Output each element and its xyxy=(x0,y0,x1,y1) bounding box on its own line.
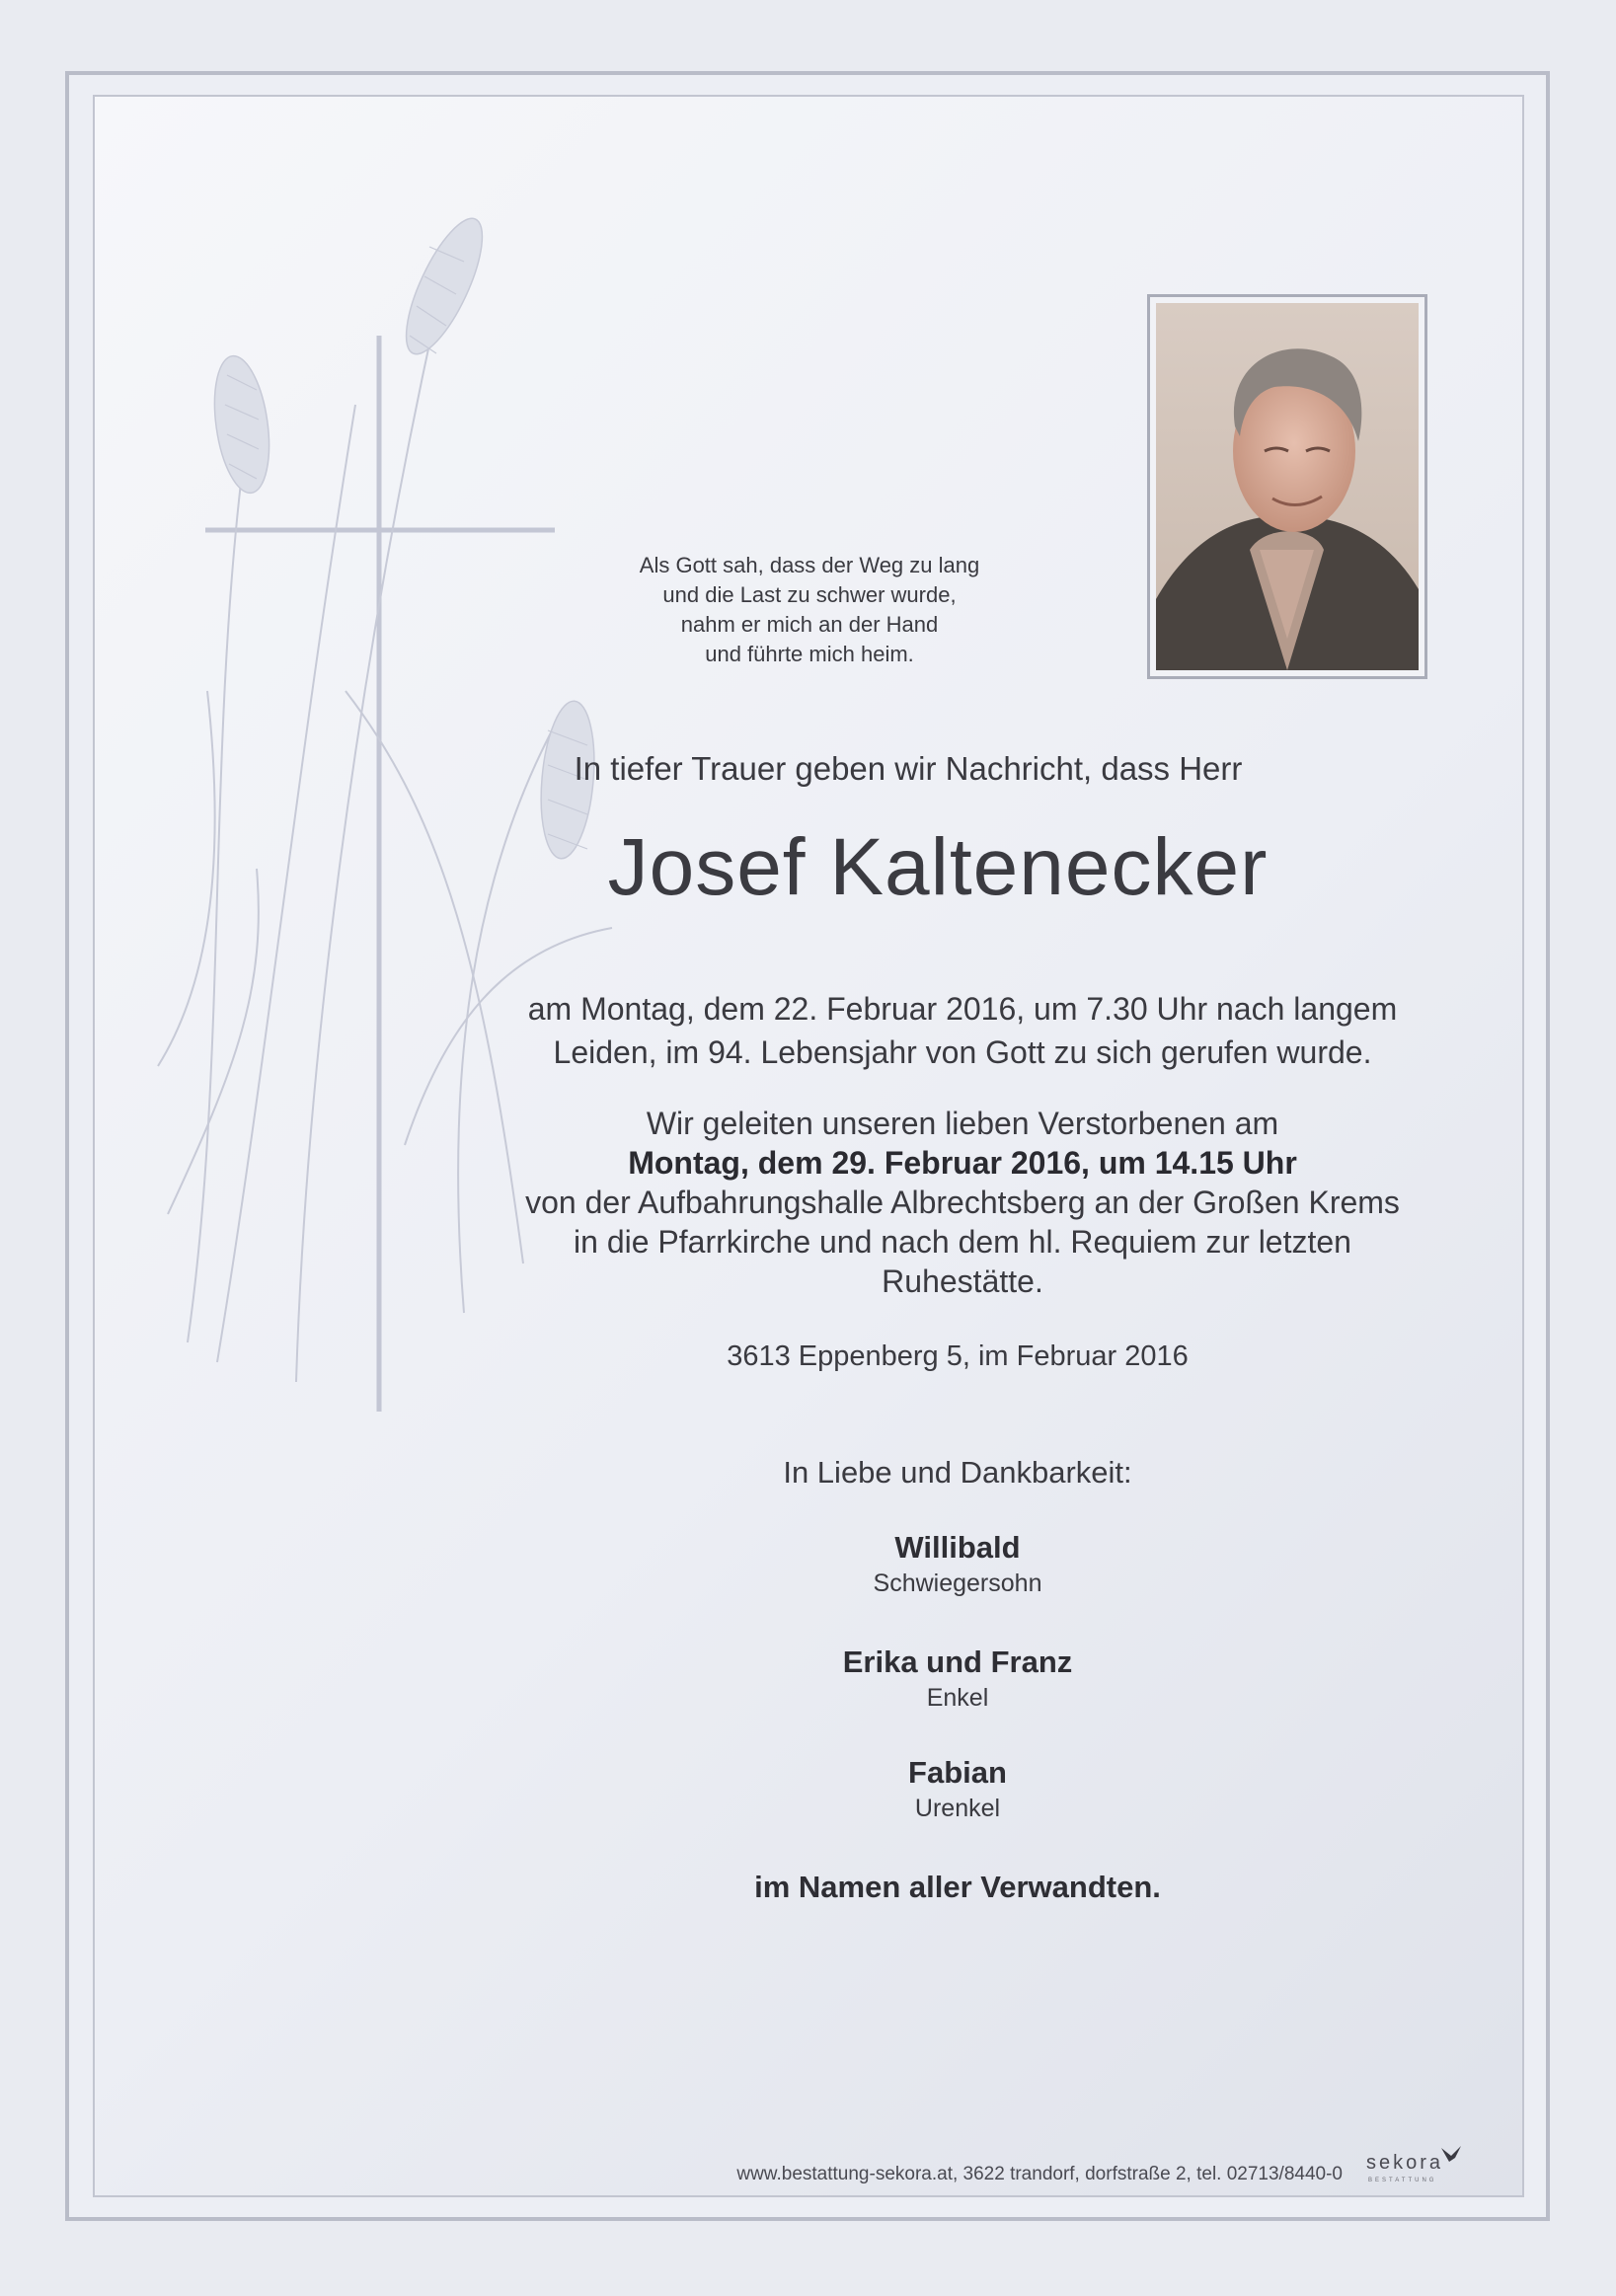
mourner-block xyxy=(671,1755,1244,1823)
funeral-line: Wir geleiten unseren lieben Verstorbenen am xyxy=(646,1106,1279,1141)
intro-text: In tiefer Trauer geben wir Nachricht, dass Herr xyxy=(574,750,1243,787)
funeral-date: Montag, dem 29. Februar 2016, um 14.15 Uhr xyxy=(628,1145,1297,1181)
sekora-logo: sekora xyxy=(1366,2152,1444,2174)
death-notice-line: Leiden, im 94. Lebensjahr von Gott zu sich gerufen wurde. xyxy=(553,1034,1372,1070)
poem-line: und die Last zu schwer wurde, xyxy=(662,582,957,607)
funeral-line: in die Pfarrkirche und nach dem hl. Requiem zur letzten xyxy=(574,1224,1351,1260)
funeral-line: von der Aufbahrungshalle Albrechtsberg an der Großen Krems xyxy=(525,1185,1400,1220)
death-notice-line: am Montag, dem 22. Februar 2016, um 7.30 Uhr nach langem xyxy=(527,991,1398,1027)
poem xyxy=(494,551,1125,669)
place-date: 3613 Eppenberg 5, im Februar 2016 xyxy=(727,1340,1189,1372)
poem-line: und führte mich heim. xyxy=(705,642,914,666)
gratitude-heading: In Liebe und Dankbarkeit: xyxy=(783,1455,1132,1490)
portrait-photo xyxy=(1156,303,1419,670)
mourner-relation: Urenkel xyxy=(914,1795,1001,1822)
mourner-relation: Enkel xyxy=(926,1684,989,1712)
footer-contact: www.bestattung-sekora.at, 3622 trandorf, dorfstraße 2, tel. 02713/8440-0 xyxy=(736,2164,1343,2184)
poem-line: Als Gott sah, dass der Weg zu lang xyxy=(639,553,980,577)
death-notice xyxy=(424,987,1501,1074)
mourner-relation: Schwiegersohn xyxy=(873,1569,1042,1597)
mourner-block xyxy=(671,1530,1244,1598)
mourner-name: Erika und Franz xyxy=(842,1645,1073,1679)
mourner-name: Fabian xyxy=(908,1755,1007,1790)
funeral-details xyxy=(424,1104,1501,1301)
closing-line: im Namen aller Verwandten. xyxy=(754,1870,1161,1904)
deceased-name: Josef Kaltenecker xyxy=(607,822,1269,912)
funeral-line: Ruhestätte. xyxy=(882,1263,1043,1299)
sekora-logo-subtext: BESTATTUNG xyxy=(1368,2178,1437,2183)
bird-icon xyxy=(1439,2144,1463,2164)
poem-line: nahm er mich an der Hand xyxy=(680,612,939,637)
mourner-name: Willibald xyxy=(894,1530,1021,1565)
mourner-block xyxy=(671,1645,1244,1713)
portrait-photo-frame xyxy=(1147,294,1427,679)
